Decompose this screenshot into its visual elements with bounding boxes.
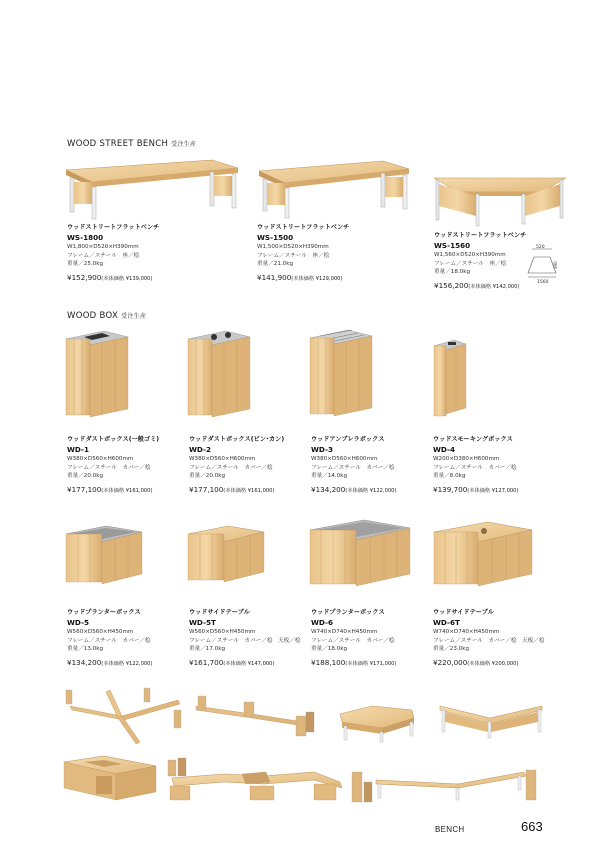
product-price: ¥152,900(本体価格 ¥139,000) — [67, 273, 153, 283]
box-wd3-image — [306, 322, 376, 420]
product-size: W740×D740×H450mm — [311, 628, 378, 635]
box-wd5-image — [62, 520, 146, 588]
product-size: W1,800×D520×H390mm — [67, 243, 139, 250]
dim-side-label: 390 — [553, 261, 558, 269]
product-name: ウッドサイドテーブル — [189, 609, 250, 616]
product-weight: 重量／14.0kg — [311, 473, 348, 480]
product-ws1560 — [434, 232, 526, 292]
product-price: ¥139,700(本体価格 ¥127,000) — [433, 485, 519, 495]
product-price: ¥134,200(本体価格 ¥122,000) — [67, 658, 153, 668]
product-name: ウッドプランターボックス — [311, 609, 385, 616]
product-wd3 — [311, 436, 397, 496]
product-weight: 重量／18.0kg — [434, 269, 471, 276]
box-wd5t-image — [184, 522, 268, 588]
product-material: フレーム／スチール カバー／桧 — [311, 637, 395, 644]
product-wd2 — [189, 436, 284, 496]
product-material: フレーム／スチール 座／桧 — [257, 252, 330, 259]
example-angled-bench-image — [436, 700, 546, 740]
product-name: ウッドプランターボックス — [67, 609, 141, 616]
product-price: ¥177,100(本体価格 ¥161,000) — [189, 485, 275, 495]
example-hexagon-bench-image — [332, 700, 420, 744]
bench-ws1800-image — [62, 156, 242, 222]
product-name: ウッドストリートフラットベンチ — [257, 224, 350, 231]
product-material: フレーム／スチール 座／桧 — [67, 252, 140, 259]
product-code: WD-6 — [311, 617, 334, 627]
section-title-wood-box: WOOD BOX 受注生産 — [67, 311, 147, 321]
product-wd4 — [433, 436, 519, 496]
product-code: WS-1800 — [67, 232, 104, 242]
dimension-diagram — [522, 243, 562, 287]
section-title-street-bench: WOOD STREET BENCH 受注生産 — [67, 139, 197, 149]
product-price: ¥188,100(本体価格 ¥171,000) — [311, 658, 397, 668]
product-size: W560×D560×H450mm — [67, 628, 134, 635]
product-material: フレーム／スチール カバー／桧 — [67, 464, 151, 471]
footer-category: BENCH — [435, 825, 465, 834]
product-price: ¥156,200(本体価格 ¥142,000) — [434, 281, 520, 291]
product-size: W1,560×D520×H390mm — [434, 251, 506, 258]
product-code: WS-1500 — [257, 232, 294, 242]
example-linear-bench-image — [192, 690, 322, 746]
product-size: W380×D560×H600mm — [67, 455, 134, 462]
product-weight: 重量／17.0kg — [189, 646, 226, 653]
bench-ws1500-image — [255, 157, 415, 223]
product-code: WD-3 — [311, 444, 334, 454]
product-wd1 — [67, 436, 159, 496]
box-wd6t-image — [430, 516, 536, 590]
product-weight: 重量／13.0kg — [67, 646, 104, 653]
product-code: WS-1560 — [434, 240, 471, 250]
product-material: フレーム／スチール カバー／桧 天板／桧 — [189, 637, 301, 644]
product-price: ¥134,200(本体価格 ¥122,000) — [311, 485, 397, 495]
product-size: W740×D740×H450mm — [433, 628, 500, 635]
product-weight: 重量／21.0kg — [257, 261, 294, 268]
product-price: ¥220,000(本体価格 ¥200,000) — [433, 658, 519, 668]
product-size: W380×D560×H600mm — [189, 455, 256, 462]
product-code: WD-5 — [67, 617, 90, 627]
product-code: WD-5T — [189, 617, 216, 627]
product-ws1800 — [67, 224, 159, 284]
dim-top-label: 520 — [536, 245, 545, 250]
product-weight: 重量／25.0kg — [67, 261, 104, 268]
product-name: ウッドアンブレラボックス — [311, 436, 385, 443]
product-name: ウッドサイドテーブル — [433, 609, 494, 616]
product-name: ウッドスモーキングボックス — [433, 436, 513, 443]
product-price: ¥141,900(本体価格 ¥129,000) — [257, 273, 343, 283]
product-code: WD-4 — [433, 444, 456, 454]
product-wd5 — [67, 609, 153, 669]
bench-ws1560-image — [430, 170, 570, 228]
box-wd4-image — [430, 336, 470, 420]
product-wd6t — [433, 609, 544, 669]
page-number: 663 — [521, 819, 543, 834]
product-code: WD-1 — [67, 444, 90, 454]
product-name: ウッドダストボックス(ビン･カン) — [189, 436, 285, 443]
product-ws1500 — [257, 224, 349, 284]
product-weight: 重量／23.0kg — [433, 646, 470, 653]
example-square-planter-image — [60, 752, 160, 810]
product-weight: 重量／20.0kg — [189, 473, 226, 480]
product-code: WD-2 — [189, 444, 212, 454]
product-wd6 — [311, 609, 397, 669]
product-size: W380×D560×H600mm — [311, 455, 378, 462]
product-size: W1,500×D520×H390mm — [257, 243, 329, 250]
example-long-bench-image — [348, 762, 544, 810]
product-material: フレーム／スチール カバー／桧 — [311, 464, 395, 471]
product-material: フレーム／スチール 座／桧 — [434, 260, 507, 267]
dim-bottom-label: 1560 — [537, 280, 549, 285]
product-code: WD-6T — [433, 617, 460, 627]
example-cross-bench-image — [60, 686, 185, 748]
product-weight: 重量／20.0kg — [67, 473, 104, 480]
product-material: フレーム／スチール カバー／桧 — [189, 464, 273, 471]
product-price: ¥177,100(本体価格 ¥161,000) — [67, 485, 153, 495]
product-size: W200×D380×H600mm — [433, 455, 500, 462]
box-wd6-image — [306, 514, 414, 590]
product-weight: 重量／18.0kg — [311, 646, 348, 653]
product-weight: 重量／8.0kg — [433, 473, 466, 480]
product-price: ¥161,700(本体価格 ¥147,000) — [189, 658, 275, 668]
box-wd1-image — [62, 325, 132, 420]
product-name: ウッドストリートフラットベンチ — [67, 224, 160, 231]
product-wd5t — [189, 609, 300, 669]
product-material: フレーム／スチール カバー／桧 天板／桧 — [433, 637, 545, 644]
product-name: ウッドストリートフラットベンチ — [434, 232, 527, 239]
example-combined-bench-image — [164, 752, 346, 808]
product-name: ウッドダストボックス(一般ゴミ) — [67, 436, 160, 443]
product-material: フレーム／スチール カバー／桧 — [67, 637, 151, 644]
product-size: W560×D560×H450mm — [189, 628, 256, 635]
box-wd2-image — [184, 325, 254, 420]
product-material: フレーム／スチール カバー／桧 — [433, 464, 517, 471]
